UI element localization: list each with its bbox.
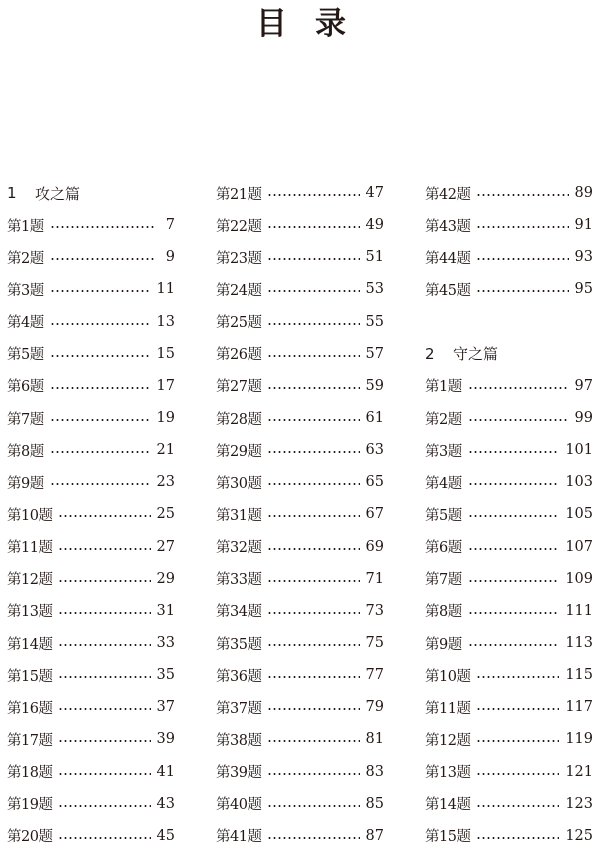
page-number: 39 [156, 731, 175, 748]
page-number: 125 [565, 827, 593, 844]
dot-leader [476, 740, 559, 742]
entry-label: 第36题 [216, 668, 262, 685]
page-title: 目 录 [255, 6, 355, 42]
toc-entry[interactable] [7, 273, 175, 305]
dot-leader [50, 226, 155, 228]
page-number: 81 [365, 731, 384, 748]
toc-entry[interactable] [216, 338, 384, 370]
dot-leader [267, 580, 359, 582]
dot-leader [267, 258, 359, 260]
toc-entry[interactable] [425, 563, 593, 595]
toc-entry[interactable] [425, 370, 593, 402]
dot-leader [267, 290, 359, 292]
toc-entry[interactable] [425, 498, 593, 530]
entry-label: 第27题 [216, 379, 262, 396]
entry-label: 第14题 [425, 797, 471, 814]
toc-entry[interactable] [216, 531, 384, 563]
page-number: 77 [365, 667, 384, 684]
page-number: 43 [156, 795, 175, 812]
page-number: 89 [574, 185, 593, 202]
dot-leader [267, 419, 359, 421]
toc-entry[interactable] [216, 627, 384, 659]
entry-label: 第32题 [216, 540, 262, 557]
toc-column-2 [216, 177, 384, 852]
dot-leader [267, 451, 359, 453]
entry-label: 第1题 [425, 379, 462, 396]
dot-leader [50, 258, 155, 260]
entry-label: 第42题 [425, 186, 471, 203]
dot-leader [58, 708, 150, 710]
entry-label: 第10题 [425, 668, 471, 685]
dot-leader [468, 580, 560, 582]
toc-entry[interactable] [425, 466, 593, 498]
entry-label: 第18题 [7, 765, 53, 782]
dot-leader [468, 419, 569, 421]
dot-leader [267, 644, 359, 646]
entry-label: 第19题 [7, 797, 53, 814]
dot-leader [58, 580, 150, 582]
toc-entry[interactable] [216, 723, 384, 755]
dot-leader [468, 644, 560, 646]
entry-label: 第40题 [216, 797, 262, 814]
toc-entry[interactable] [425, 177, 593, 209]
page-number: 75 [365, 635, 384, 652]
toc-entry[interactable] [7, 241, 175, 273]
entry-label: 第10题 [7, 507, 53, 524]
page-number: 123 [565, 795, 593, 812]
dot-leader [468, 515, 560, 517]
toc-entry[interactable] [425, 691, 593, 723]
page-number: 29 [156, 570, 175, 587]
toc-entry[interactable] [425, 788, 593, 820]
entry-label: 第44题 [425, 250, 471, 267]
page-number: 105 [565, 506, 593, 523]
toc-entry[interactable] [7, 627, 175, 659]
dot-leader [468, 483, 560, 485]
entry-label: 第4题 [425, 475, 462, 492]
entry-label: 第24题 [216, 282, 262, 299]
dot-leader [267, 483, 359, 485]
toc-entry[interactable] [425, 595, 593, 627]
entry-label: 第16题 [7, 700, 53, 717]
entry-label: 第3题 [7, 282, 44, 299]
entry-label: 第34题 [216, 604, 262, 621]
toc-entry[interactable] [216, 241, 384, 273]
toc-entry[interactable] [216, 659, 384, 691]
page-number: 27 [156, 538, 175, 555]
toc-entry[interactable] [7, 691, 175, 723]
page-number: 69 [365, 538, 384, 555]
page-number: 45 [156, 827, 175, 844]
entry-label: 第9题 [7, 475, 44, 492]
dot-leader [267, 323, 359, 325]
entry-label: 第15题 [7, 668, 53, 685]
entry-label: 第26题 [216, 347, 262, 364]
dot-leader [267, 548, 359, 550]
toc-entry[interactable] [216, 402, 384, 434]
page-number: 49 [365, 217, 384, 234]
entry-label: 第15题 [425, 829, 471, 846]
page-number: 7 [165, 217, 175, 234]
entry-label: 第33题 [216, 572, 262, 589]
toc-entry[interactable] [216, 434, 384, 466]
dot-leader [267, 194, 359, 196]
entry-label: 第7题 [425, 572, 462, 589]
page-number: 25 [156, 506, 175, 523]
entry-label: 第6题 [7, 379, 44, 396]
entry-label: 第8题 [7, 443, 44, 460]
toc-entry[interactable] [216, 788, 384, 820]
entry-label: 第7题 [7, 411, 44, 428]
toc-entry[interactable] [425, 402, 593, 434]
toc-entry[interactable] [7, 531, 175, 563]
dot-leader [267, 805, 359, 807]
spacer [425, 306, 593, 338]
toc-entry[interactable] [7, 756, 175, 788]
toc-entry[interactable] [216, 563, 384, 595]
page-number: 119 [565, 731, 593, 748]
dot-leader [476, 290, 568, 292]
entry-label: 第39题 [216, 765, 262, 782]
entry-label: 第1题 [7, 218, 44, 235]
dot-leader [50, 451, 151, 453]
entry-label: 第17题 [7, 732, 53, 749]
dot-leader [58, 612, 150, 614]
section-heading [425, 338, 593, 370]
entry-label: 第29题 [216, 443, 262, 460]
dot-leader [476, 773, 559, 775]
entry-label: 第2题 [425, 411, 462, 428]
entry-label: 第45题 [425, 282, 471, 299]
page-number: 111 [565, 602, 593, 619]
dot-leader [468, 451, 560, 453]
dot-leader [58, 515, 150, 517]
dot-leader [267, 387, 359, 389]
toc-entry[interactable] [216, 209, 384, 241]
toc-entry[interactable] [7, 306, 175, 338]
entry-label: 第37题 [216, 700, 262, 717]
toc-entry[interactable] [7, 466, 175, 498]
toc-entry[interactable] [216, 595, 384, 627]
page-number: 37 [156, 699, 175, 716]
page-number: 19 [156, 410, 175, 427]
toc-entry[interactable] [425, 209, 593, 241]
page-number: 71 [365, 570, 384, 587]
page-number: 11 [156, 281, 175, 298]
entry-label: 第20题 [7, 829, 53, 846]
section-title: 攻之篇 [35, 184, 81, 203]
dot-leader [476, 194, 568, 196]
toc-entry[interactable] [216, 756, 384, 788]
page-number: 61 [365, 410, 384, 427]
dot-leader [50, 419, 151, 421]
entry-label: 第8题 [425, 604, 462, 621]
entry-label: 第23题 [216, 250, 262, 267]
toc-entry[interactable] [425, 627, 593, 659]
toc-entry[interactable] [7, 595, 175, 627]
page-number: 115 [565, 667, 593, 684]
toc-entry[interactable] [7, 338, 175, 370]
entry-label: 第14题 [7, 636, 53, 653]
entry-label: 第5题 [425, 507, 462, 524]
dot-leader [267, 837, 359, 839]
dot-leader [58, 676, 150, 678]
entry-label: 第12题 [425, 732, 471, 749]
page-number: 9 [165, 249, 175, 266]
dot-leader [50, 355, 151, 357]
dot-leader [267, 773, 359, 775]
page-number: 73 [365, 602, 384, 619]
dot-leader [58, 548, 150, 550]
dot-leader [476, 226, 568, 228]
entry-label: 第12题 [7, 572, 53, 589]
section-number: 1 [7, 184, 17, 203]
entry-label: 第21题 [216, 186, 262, 203]
entry-label: 第3题 [425, 443, 462, 460]
page-number: 93 [574, 249, 593, 266]
page-number: 99 [574, 410, 593, 427]
page-number: 85 [365, 795, 384, 812]
entry-label: 第43题 [425, 218, 471, 235]
dot-leader [50, 290, 151, 292]
dot-leader [267, 515, 359, 517]
dot-leader [267, 355, 359, 357]
page-number: 57 [365, 345, 384, 362]
dot-leader [58, 837, 150, 839]
dot-leader [476, 708, 559, 710]
dot-leader [50, 323, 151, 325]
toc-entry[interactable] [425, 659, 593, 691]
dot-leader [58, 740, 150, 742]
toc-entry[interactable] [7, 498, 175, 530]
page-number: 13 [156, 313, 175, 330]
dot-leader [267, 612, 359, 614]
page-number: 101 [565, 442, 593, 459]
toc-entry[interactable] [7, 434, 175, 466]
toc-entry[interactable] [216, 498, 384, 530]
entry-label: 第6题 [425, 540, 462, 557]
page-number: 41 [156, 763, 175, 780]
entry-label: 第11题 [7, 540, 53, 557]
dot-leader [476, 837, 559, 839]
page-number: 67 [365, 506, 384, 523]
toc-entry[interactable] [425, 820, 593, 852]
dot-leader [476, 258, 568, 260]
entry-label: 第25题 [216, 315, 262, 332]
dot-leader [468, 612, 560, 614]
entry-label: 第35题 [216, 636, 262, 653]
page-number: 87 [365, 827, 384, 844]
dot-leader [267, 740, 359, 742]
page-number: 109 [565, 570, 593, 587]
page-number: 53 [365, 281, 384, 298]
section-title: 守之篇 [453, 345, 499, 364]
toc-entry[interactable] [425, 531, 593, 563]
toc-entry[interactable] [425, 273, 593, 305]
entry-label: 第41题 [216, 829, 262, 846]
toc-entry[interactable] [216, 370, 384, 402]
dot-leader [267, 676, 359, 678]
toc-entry[interactable] [7, 659, 175, 691]
dot-leader [58, 773, 150, 775]
toc-entry[interactable] [216, 273, 384, 305]
page-number: 47 [365, 185, 384, 202]
entry-label: 第4题 [7, 315, 44, 332]
toc-entry[interactable] [425, 434, 593, 466]
toc-entry[interactable] [216, 691, 384, 723]
dot-leader [50, 387, 151, 389]
page-number: 59 [365, 377, 384, 394]
entry-label: 第5题 [7, 347, 44, 364]
entry-label: 第31题 [216, 507, 262, 524]
section-heading [7, 177, 175, 209]
page-number: 23 [156, 474, 175, 491]
page-number: 65 [365, 474, 384, 491]
entry-label: 第13题 [425, 765, 471, 782]
entry-label: 第28题 [216, 411, 262, 428]
toc-entry[interactable] [7, 209, 175, 241]
page-number: 117 [565, 699, 593, 716]
dot-leader [476, 676, 559, 678]
toc-entry[interactable] [7, 402, 175, 434]
dot-leader [50, 483, 151, 485]
toc-entry[interactable] [425, 723, 593, 755]
entry-label: 第30题 [216, 475, 262, 492]
page-number: 97 [574, 377, 593, 394]
toc-entry[interactable] [7, 788, 175, 820]
entry-label: 第13题 [7, 604, 53, 621]
toc-entry[interactable] [7, 820, 175, 852]
dot-leader [267, 226, 359, 228]
page-number: 91 [574, 217, 593, 234]
dot-leader [58, 805, 150, 807]
toc-entry[interactable] [216, 820, 384, 852]
page-number: 35 [156, 667, 175, 684]
dot-leader [468, 387, 569, 389]
page-number: 15 [156, 345, 175, 362]
page-number: 17 [156, 377, 175, 394]
page-number: 31 [156, 602, 175, 619]
page-number: 33 [156, 635, 175, 652]
page-number: 95 [574, 281, 593, 298]
entry-label: 第11题 [425, 700, 471, 717]
toc-entry[interactable] [7, 370, 175, 402]
toc-column-1 [7, 177, 175, 852]
dot-leader [468, 548, 560, 550]
entry-label: 第38题 [216, 732, 262, 749]
page-number: 107 [565, 538, 593, 555]
dot-leader [476, 805, 559, 807]
dot-leader [58, 644, 150, 646]
page-number: 121 [565, 763, 593, 780]
page-number: 113 [565, 635, 593, 652]
toc-entry[interactable] [7, 723, 175, 755]
page-number: 79 [365, 699, 384, 716]
page-number: 83 [365, 763, 384, 780]
toc-entry[interactable] [425, 756, 593, 788]
toc-entry[interactable] [216, 306, 384, 338]
entry-label: 第9题 [425, 636, 462, 653]
page-number: 63 [365, 442, 384, 459]
page-number: 21 [156, 442, 175, 459]
page-number: 55 [365, 313, 384, 330]
page-number: 103 [565, 474, 593, 491]
entry-label: 第2题 [7, 250, 44, 267]
toc-entry[interactable] [7, 563, 175, 595]
page-number: 51 [365, 249, 384, 266]
toc-entry[interactable] [216, 177, 384, 209]
toc-entry[interactable] [216, 466, 384, 498]
toc-column-3 [425, 177, 593, 852]
toc-entry[interactable] [425, 241, 593, 273]
section-number: 2 [425, 344, 435, 363]
dot-leader [267, 708, 359, 710]
entry-label: 第22题 [216, 218, 262, 235]
